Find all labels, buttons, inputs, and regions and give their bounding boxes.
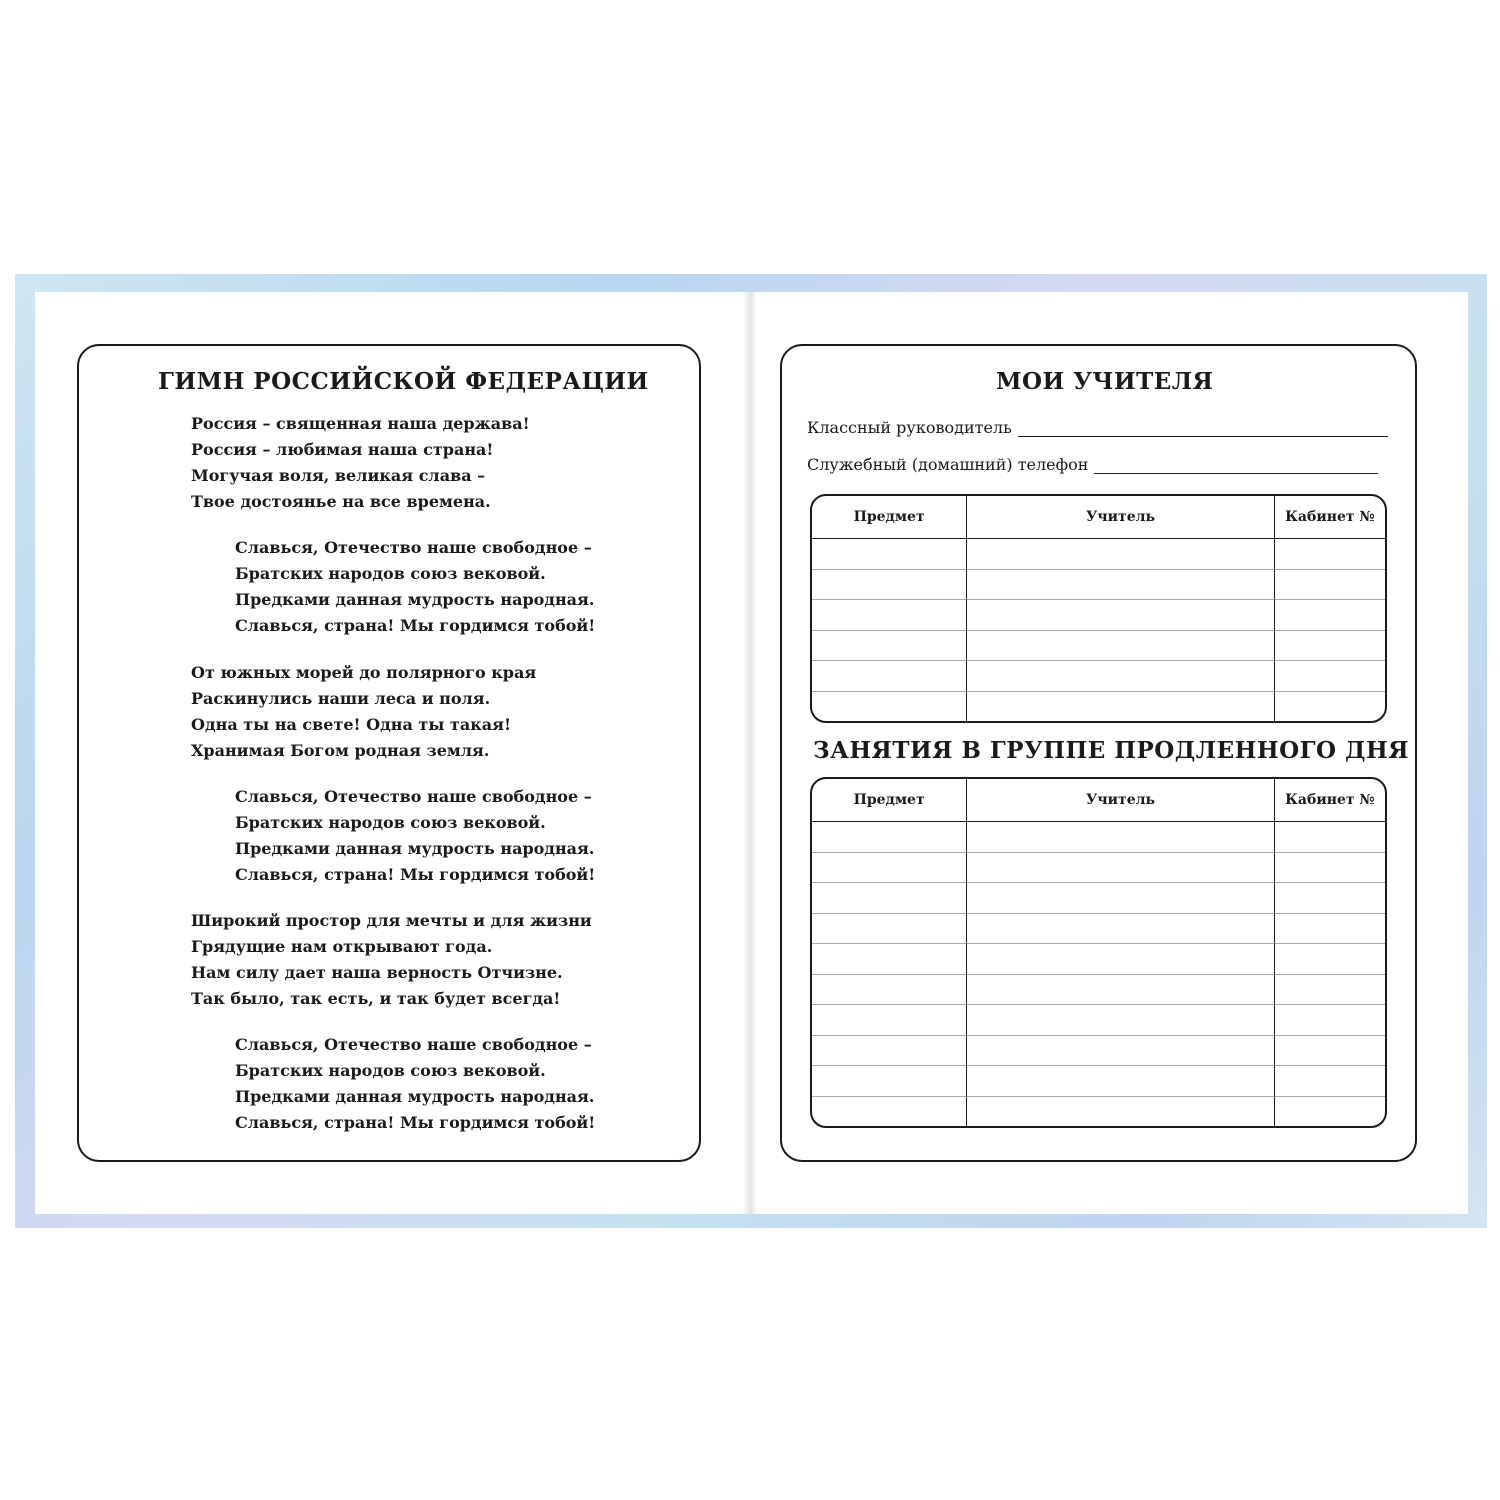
table-cell[interactable]	[812, 631, 967, 662]
table-cell[interactable]	[812, 692, 967, 722]
column-header-teacher: Учитель	[967, 496, 1275, 539]
anthem-line: Широкий простор для мечты и для жизни	[191, 911, 592, 930]
anthem-line: Хранимая Богом родная земля.	[191, 741, 490, 760]
anthem-line: Предками данная мудрость народная.	[235, 590, 595, 609]
anthem-chorus-1	[235, 535, 595, 639]
table-cell[interactable]	[1275, 1066, 1385, 1097]
table-row	[812, 692, 1385, 722]
table-cell[interactable]	[812, 975, 967, 1006]
table-cell[interactable]	[967, 914, 1275, 945]
table-cell[interactable]	[967, 692, 1275, 722]
table-cell[interactable]	[1275, 914, 1385, 945]
table-cell[interactable]	[812, 661, 967, 692]
table-cell[interactable]	[812, 853, 967, 884]
anthem-line: Раскинулись наши леса и поля.	[191, 689, 491, 708]
table-cell[interactable]	[1275, 1005, 1385, 1036]
anthem-line: Предками данная мудрость народная.	[235, 839, 595, 858]
class-teacher-field[interactable]	[807, 418, 1388, 437]
table-cell[interactable]	[812, 539, 967, 570]
table-cell[interactable]	[967, 661, 1275, 692]
extended-day-table	[810, 777, 1387, 1128]
table-row	[812, 975, 1385, 1006]
anthem-line: Братских народов союз вековой.	[235, 564, 546, 583]
column-header-subject: Предмет	[812, 496, 967, 539]
table-cell[interactable]	[812, 1005, 967, 1036]
table-cell[interactable]	[967, 975, 1275, 1006]
anthem-line: Одна ты на свете! Одна ты такая!	[191, 715, 511, 734]
table-cell[interactable]	[1275, 1036, 1385, 1067]
anthem-chorus-2	[235, 784, 595, 888]
class-teacher-line[interactable]	[1018, 420, 1388, 437]
extended-day-title: ЗАНЯТИЯ В ГРУППЕ ПРОДЛЕННОГО ДНЯ	[813, 737, 1409, 764]
table-cell[interactable]	[812, 570, 967, 601]
table-cell[interactable]	[812, 1066, 967, 1097]
table-row	[812, 883, 1385, 914]
table-cell[interactable]	[1275, 692, 1385, 722]
anthem-line: Славься, Отечество наше свободное –	[235, 1035, 592, 1054]
table-row	[812, 600, 1385, 631]
column-header-room: Кабинет №	[1275, 496, 1385, 539]
table-cell[interactable]	[812, 600, 967, 631]
table-row	[812, 661, 1385, 692]
table-row	[812, 539, 1385, 570]
anthem-line: Россия – любимая наша страна!	[191, 440, 494, 459]
column-header-subject: Предмет	[812, 779, 967, 822]
table-cell[interactable]	[967, 1005, 1275, 1036]
table-cell[interactable]	[967, 631, 1275, 662]
anthem-line: От южных морей до полярного края	[191, 663, 537, 682]
anthem-line: Славься, Отечество наше свободное –	[235, 538, 592, 557]
anthem-chorus-3	[235, 1032, 595, 1136]
table-cell[interactable]	[967, 883, 1275, 914]
table-cell[interactable]	[967, 539, 1275, 570]
table-row	[812, 631, 1385, 662]
table-cell[interactable]	[967, 1066, 1275, 1097]
anthem-title: ГИМН РОССИЙСКОЙ ФЕДЕРАЦИИ	[158, 368, 649, 395]
table-cell[interactable]	[1275, 1097, 1385, 1127]
page-gutter	[744, 292, 756, 1214]
table-cell[interactable]	[967, 944, 1275, 975]
table-cell[interactable]	[812, 914, 967, 945]
table-cell[interactable]	[1275, 661, 1385, 692]
phone-field[interactable]	[807, 455, 1378, 474]
anthem-line: Братских народов союз вековой.	[235, 1061, 546, 1080]
table-cell[interactable]	[967, 1036, 1275, 1067]
column-header-room: Кабинет №	[1275, 779, 1385, 822]
anthem-line: Славься, страна! Мы гордимся тобой!	[235, 616, 596, 635]
table-cell[interactable]	[812, 1036, 967, 1067]
table-cell[interactable]	[812, 822, 967, 853]
anthem-line: Россия – священная наша держава!	[191, 414, 530, 433]
anthem-line: Предками данная мудрость народная.	[235, 1087, 595, 1106]
table-row	[812, 822, 1385, 853]
anthem-line: Нам силу дает наша верность Отчизне.	[191, 963, 563, 982]
anthem-line: Так было, так есть, и так будет всегда!	[191, 989, 561, 1008]
table-cell[interactable]	[1275, 853, 1385, 884]
table-row	[812, 853, 1385, 884]
table-cell[interactable]	[967, 822, 1275, 853]
table-cell[interactable]	[1275, 539, 1385, 570]
table-cell[interactable]	[967, 1097, 1275, 1127]
table-cell[interactable]	[1275, 600, 1385, 631]
table-row	[812, 1097, 1385, 1127]
table-cell[interactable]	[1275, 570, 1385, 601]
anthem-verse-2	[191, 660, 536, 764]
class-teacher-label: Классный руководитель	[807, 418, 1012, 437]
table-header-row	[812, 496, 1385, 539]
table-row	[812, 914, 1385, 945]
table-cell[interactable]	[812, 1097, 967, 1127]
table-cell[interactable]	[1275, 944, 1385, 975]
table-cell[interactable]	[1275, 822, 1385, 853]
anthem-line: Твое достоянье на все времена.	[191, 492, 491, 511]
anthem-line: Славься, страна! Мы гордимся тобой!	[235, 1113, 596, 1132]
table-cell[interactable]	[812, 944, 967, 975]
table-row	[812, 570, 1385, 601]
teachers-title: МОИ УЧИТЕЛЯ	[996, 368, 1214, 395]
table-row	[812, 1005, 1385, 1036]
anthem-verse-1	[191, 411, 530, 515]
table-cell[interactable]	[812, 883, 967, 914]
table-row	[812, 1066, 1385, 1097]
anthem-line: Грядущие нам открывают года.	[191, 937, 493, 956]
phone-line[interactable]	[1094, 457, 1378, 474]
table-cell[interactable]	[1275, 883, 1385, 914]
teachers-table	[810, 494, 1387, 723]
table-cell[interactable]	[967, 600, 1275, 631]
table-row	[812, 944, 1385, 975]
table-row	[812, 1036, 1385, 1067]
anthem-verse-3	[191, 908, 592, 1012]
table-cell[interactable]	[967, 570, 1275, 601]
phone-label: Служебный (домашний) телефон	[807, 455, 1089, 474]
anthem-line: Могучая воля, великая слава –	[191, 466, 486, 485]
anthem-line: Славься, Отечество наше свободное –	[235, 787, 592, 806]
anthem-line: Братских народов союз вековой.	[235, 813, 546, 832]
table-header-row	[812, 779, 1385, 822]
table-cell[interactable]	[967, 853, 1275, 884]
table-cell[interactable]	[1275, 631, 1385, 662]
table-cell[interactable]	[1275, 975, 1385, 1006]
anthem-line: Славься, страна! Мы гордимся тобой!	[235, 865, 596, 884]
column-header-teacher: Учитель	[967, 779, 1275, 822]
